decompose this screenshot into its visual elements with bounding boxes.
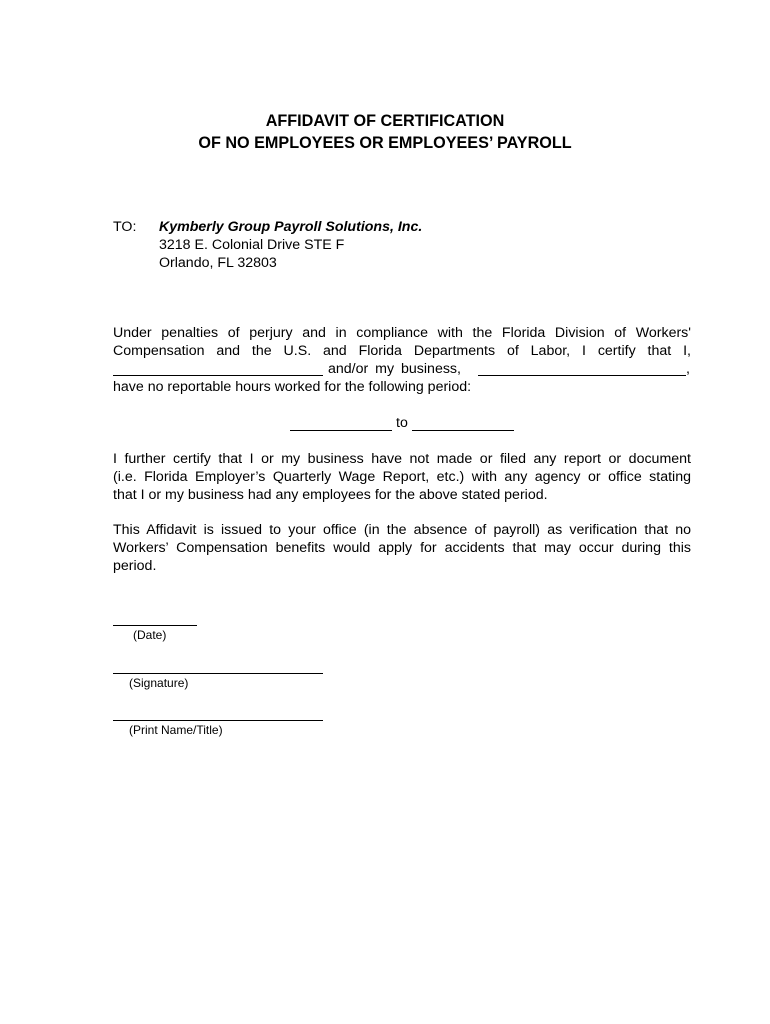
period-start-blank[interactable] (290, 430, 392, 431)
recipient-address-line1: 3218 E. Colonial Drive STE F (159, 237, 345, 253)
recipient-company: Kymberly Group Payroll Solutions, Inc. (159, 219, 423, 235)
business-blank-line[interactable] (478, 375, 686, 376)
paragraph3-line1: This Affidavit is issued to your office (in the absence of payroll) as verification that no (113, 522, 691, 538)
print-name-blank-line[interactable] (113, 720, 323, 721)
paragraph1-line1: Under penalties of perjury and in compliance with the Florida Division of Workers' (113, 325, 691, 341)
recipient-address-line2: Orlando, FL 32803 (159, 255, 277, 271)
document-title-line1: AFFIDAVIT OF CERTIFICATION (265, 112, 505, 130)
comma-text: , (686, 361, 690, 377)
and-or-business-text: and/or my business, (328, 361, 461, 377)
period-to-text: to (396, 415, 408, 431)
signature-blank-line[interactable] (113, 673, 323, 674)
date-blank-line[interactable] (113, 625, 197, 626)
document-title-line2: OF NO EMPLOYEES OR EMPLOYEES’ PAYROLL (198, 134, 572, 152)
paragraph1-line4: have no reportable hours worked for the following period: (113, 379, 472, 395)
print-name-title-label: (Print Name/Title) (129, 723, 223, 737)
signature-label: (Signature) (129, 676, 189, 690)
date-label: (Date) (133, 628, 167, 642)
paragraph2-line1: I further certify that I or my business have not made or filed any report or document (113, 451, 691, 467)
period-end-blank[interactable] (412, 430, 514, 431)
paragraph3-line3: period. (113, 558, 157, 574)
to-label: TO: (113, 219, 137, 235)
paragraph2-line2: (i.e. Florida Employer’s Quarterly Wage Report, etc.) with any agency or office stating (113, 469, 691, 485)
name-blank-line[interactable] (113, 375, 323, 376)
paragraph1-line2: Compensation and the U.S. and Florida Departments of Labor, I certify that I, (113, 343, 691, 359)
paragraph3-line2: Workers’ Compensation benefits would apply for accidents that may occur during this (113, 540, 691, 556)
paragraph2-line3: that I or my business had any employees for the above stated period. (113, 487, 548, 503)
